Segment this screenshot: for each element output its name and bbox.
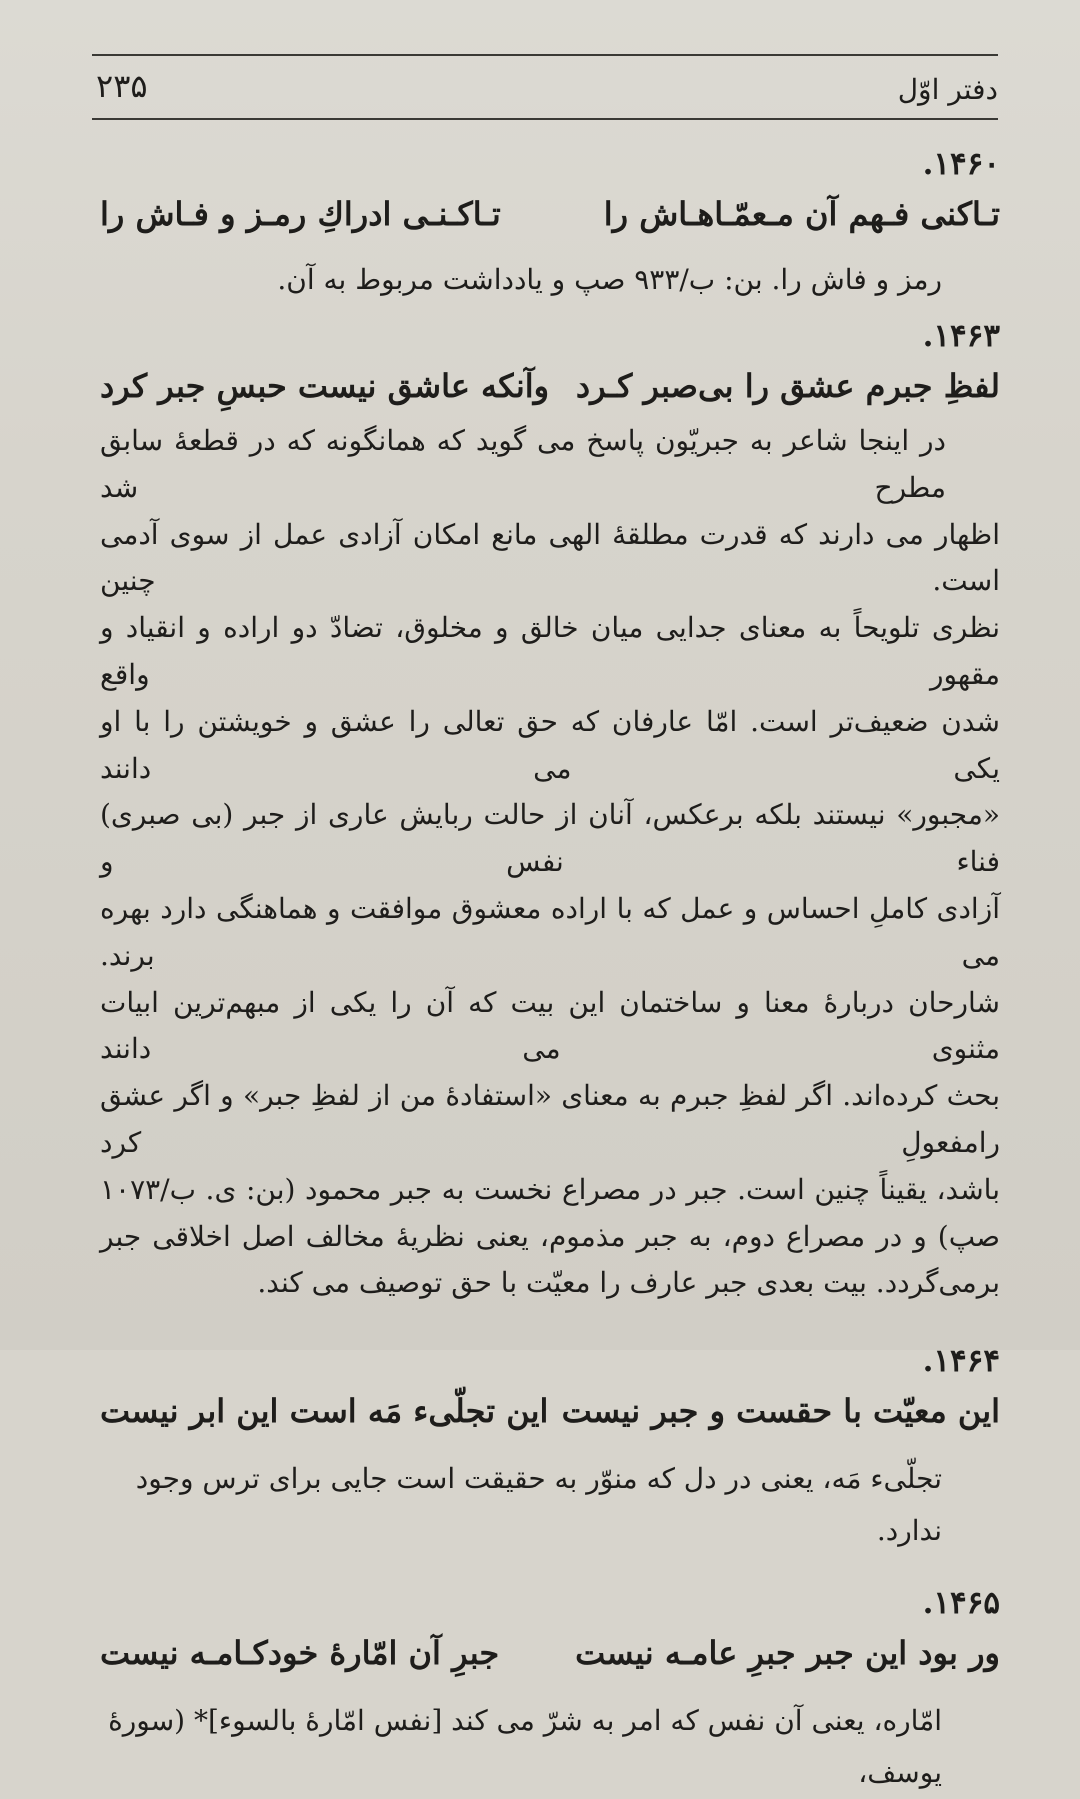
- commentary-line: آزادی کاملِ احساس و عمل که با اراده معشوق موافقت و هماهنگی دارد بهره می برند.: [100, 891, 1000, 972]
- verse-second-hemistich: وآنکه عاشق نیست حبسِ جبر کرد: [100, 367, 550, 405]
- verse-number: ۱۴۶۰.: [922, 146, 1000, 182]
- commentary-line: نظری تلویحاً به معنای جدایی میان خالق و مخلوق، تضادّ دو اراده و انقیاد و مقهور واقع: [100, 611, 1000, 691]
- verse-note: رمز و فاش را. بن: ب/۹۳۳ صپ و یادداشت مربوط به آن.: [277, 263, 942, 296]
- verse-first-hemistich: این معیّت با حقست و جبر نیست: [561, 1392, 1000, 1431]
- header-rule-top: [92, 54, 998, 56]
- page-content: [100, 140, 1000, 1799]
- verse-second-hemistich: تـاکـنـی ادراكِ رمـز و فـاش را: [100, 195, 501, 233]
- commentary-line: در اینجا شاعر به جبریّون پاسخ می گوید که همانگونه که در قطعهٔ سابق مطرح شد: [100, 424, 946, 504]
- entry-1463: [100, 312, 1000, 1307]
- entry-1464: [100, 1337, 1000, 1557]
- entry-1465: [100, 1579, 1000, 1799]
- commentary-line: «مجبور» نیستند بلکه برعکس، آنان از حالت ربایش عاری از جبر (بی صبری) فناء نفس و: [100, 798, 1000, 879]
- verse-note: امّاره، یعنی آن نفس که امر به شرّ می کند [نفس امّارهٔ بالسوء]* (سورهٔ یوسف،: [108, 1704, 942, 1790]
- commentary-line: شدن ضعیف‌تر است. امّا عارفان که حق تعالی را عشق و خویشتن را با او یکی می دانند: [100, 704, 1000, 785]
- entry-1460: [100, 140, 1000, 306]
- commentary-line: باشد، یقیناً چنین است. جبر در مصراع نخست به جبر محمود (بن: ی. ب/۱۰۷۳: [100, 1172, 1000, 1206]
- verse-couplet: [100, 360, 1000, 412]
- commentary-line: شارحان دربارهٔ معنا و ساختمان این بیت که آن را یکی از مبهم‌ترین ابیات مثنوی می دانند: [100, 985, 1000, 1066]
- verse-couplet: [100, 1627, 1000, 1679]
- verse-couplet: [100, 188, 1000, 240]
- commentary-line: بحث کرده‌اند. اگر لفظِ جبرم به معنای «استفادهٔ من از لفظِ جبر» و اگر عشق رامفعولِ کرد: [100, 1079, 1000, 1159]
- verse-second-hemistich: جبرِ آن امّارهٔ خودکـامـه نیست: [100, 1634, 500, 1673]
- verse-first-hemistich: تـاکنی فـهم آن مـعمّـاهـاش را: [603, 195, 1000, 233]
- verse-first-hemistich: لفظِ جبرم عشق را بی‌صبر کـرد: [575, 367, 1000, 405]
- verse-note: تجلّیء مَه، یعنی در دل که منوّر به حقیقت است جایی برای ترس وجود ندارد.: [135, 1462, 942, 1548]
- verse-first-hemistich: ور بود این جبر جبرِ عامـه نیست: [575, 1634, 1000, 1673]
- page-number: ۲۳۵: [96, 67, 148, 105]
- verse-number: ۱۴۶۵.: [922, 1585, 1000, 1622]
- verse-number: ۱۴۶۳.: [922, 318, 1000, 354]
- commentary-line: برمی‌گردد. بیت بعدی جبر عارف را معیّت با حق توصیف می کند.: [257, 1266, 1000, 1300]
- verse-second-hemistich: این تجلّیء مَه است این ابر نیست: [100, 1392, 549, 1431]
- verse-couplet: [100, 1385, 1000, 1437]
- commentary-line: صپ) و در مصراع دوم، به جبر مذموم، یعنی نظریهٔ مخالف اصل اخلاقی جبر: [100, 1219, 1000, 1253]
- header-rule-bottom: [92, 118, 998, 120]
- verse-commentary: [100, 418, 1000, 1307]
- commentary-line: اظهار می دارند که قدرت مطلقهٔ الهی مانع امکان آزادی عمل از سوی آدمی است. چنین: [100, 517, 1000, 598]
- verse-number: ۱۴۶۴.: [922, 1343, 1000, 1380]
- running-header-title: دفتر اوّل: [897, 73, 998, 106]
